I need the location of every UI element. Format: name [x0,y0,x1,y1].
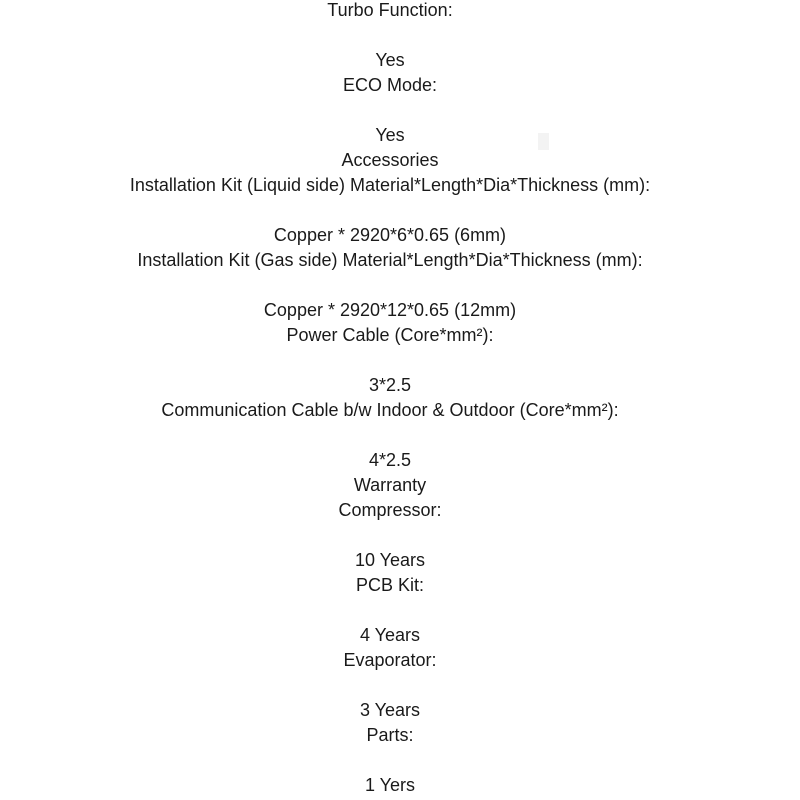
liquid-kit-label: Installation Kit (Liquid side) Material*Length*Dia*Thickness (mm): [129,175,651,195]
evaporator-label: Evaporator: [343,650,437,670]
spacer [0,348,780,373]
gas-kit-value: Copper * 2920*12*0.65 (12mm) [263,300,517,320]
compressor-label: Compressor: [338,500,442,520]
accessories-heading: Accessories [341,150,439,170]
evaporator-value: 3 Years [359,700,421,720]
pcb-kit-value: 4 Years [359,625,421,645]
parts-value: 1 Yers [364,775,416,795]
spacer [0,198,780,223]
turbo-function-value: Yes [375,50,405,70]
comm-cable-label: Communication Cable b/w Indoor & Outdoor (Core*mm²): [161,400,619,420]
comm-cable-value: 4*2.5 [368,450,412,470]
spacer [0,748,780,773]
compressor-value: 10 Years [354,550,426,570]
spacer [0,673,780,698]
turbo-function-label: Turbo Function: [327,0,453,20]
scan-artifact [538,133,549,150]
spacer [0,23,780,48]
spacer [0,423,780,448]
eco-mode-value: Yes [375,125,405,145]
eco-mode-label: ECO Mode: [342,75,438,95]
spacer [0,98,780,123]
liquid-kit-value: Copper * 2920*6*0.65 (6mm) [273,225,507,245]
gas-kit-label: Installation Kit (Gas side) Material*Length*Dia*Thickness (mm): [137,250,643,270]
parts-label: Parts: [366,725,414,745]
power-cable-label: Power Cable (Core*mm²): [286,325,494,345]
pcb-kit-label: PCB Kit: [355,575,425,595]
power-cable-value: 3*2.5 [368,375,412,395]
spacer [0,273,780,298]
spacer [0,523,780,548]
spacer [0,598,780,623]
warranty-heading: Warranty [353,475,427,495]
